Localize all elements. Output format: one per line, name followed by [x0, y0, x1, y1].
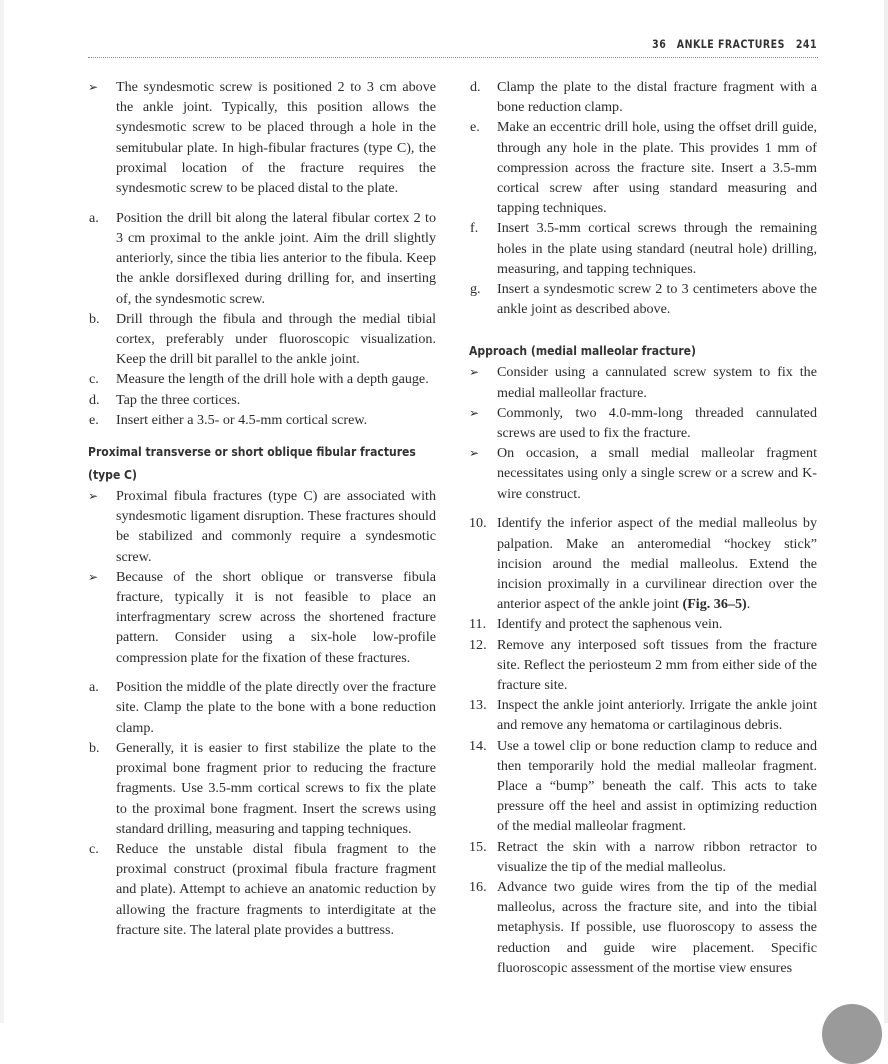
- bullet-text: On occasion, a small medial malleolar fragment necessitates using only a single screw or a screw and K-wire construct.: [497, 445, 817, 502]
- step-item: [88, 309, 436, 370]
- step-text: Insert either a 3.5- or 4.5-mm cortical screw.: [116, 411, 368, 428]
- step-item: [469, 218, 817, 279]
- arrowhead-bullet-icon: ➢: [88, 569, 99, 584]
- step-text-end: .: [746, 596, 751, 613]
- step-text: Advance two guide wires from the tip of the medial malleolus, across the fracture site, and into the tibial metaphysis. If possible, use fluoroscopy to assess the reduction and guide wire placement. Specific fluoroscopic assessment of the mortise view ensures: [497, 879, 817, 976]
- step-item: [88, 677, 436, 738]
- arrowhead-bullet-icon: ➢: [88, 80, 99, 94]
- running-head-rule: [88, 57, 818, 58]
- bullet-item: [469, 443, 817, 504]
- step-marker: g.: [470, 281, 481, 298]
- step-item: [88, 410, 436, 430]
- chapter-title: ANKLE FRACTURES: [676, 37, 785, 51]
- step-item: [469, 117, 817, 218]
- step-item: [469, 877, 817, 978]
- step-marker: 11.: [469, 616, 487, 633]
- step-marker: 15.: [469, 838, 487, 855]
- section-heading: Proximal transverse or short oblique fibular fractures: [88, 443, 416, 459]
- page-edge-left: [0, 0, 4, 1023]
- bullet-text: Because of the short oblique or transverse fibula fracture, typically it is not feasible to place an interfragmentary screw across the shortened fracture pattern. Consider using a six-hole low-profile compression plate for the fixation of these fractures.: [116, 568, 436, 666]
- chapter-number: 36: [652, 37, 667, 51]
- step-item: [88, 208, 436, 309]
- bullet-text: Proximal fibula fractures (type C) are associated with syndesmotic ligament disruption. These fractures should be stabilized and commonly require a syndesmotic screw.: [116, 487, 436, 565]
- step-item: [469, 614, 817, 634]
- bullet-item: [88, 486, 436, 567]
- step-text: Clamp the plate to the distal fracture fragment with a bone reduction clamp.: [497, 79, 817, 116]
- step-marker: 14.: [469, 737, 487, 754]
- bullet-text: The syndesmotic screw is positioned 2 to 3 cm above the ankle joint. Typically, this position allows the syndesmotic screw to be placed through a hole in the semitubular plate. In high-fibular fractures (type C), the proximal location of the fracture requires the syndesmotic screw to be placed distal to the plate.: [116, 79, 436, 197]
- step-marker: d.: [89, 391, 100, 408]
- step-marker: e.: [89, 411, 99, 428]
- step-item: [88, 390, 436, 410]
- bullet-item: [469, 403, 817, 443]
- step-text: Remove any interposed soft tissues from the fracture site. Reflect the periosteum 2 mm from either side of the fracture site.: [497, 636, 817, 693]
- step-marker: d.: [470, 79, 481, 95]
- bullet-text: Consider using a cannulated screw system to fix the medial malleollar fracture.: [497, 364, 817, 401]
- step-marker: c.: [89, 840, 99, 857]
- step-marker: 10.: [469, 515, 487, 532]
- step-text: Make an eccentric drill hole, using the offset drill guide, through any hole in the plate. This provides 1 mm of compression across the fracture site. Insert a 3.5-mm cortical screw after using standard measuring and tapping techniques.: [497, 119, 817, 217]
- step-text: Identify the inferior aspect of the medial malleolus by palpation. Make an anteromedial “hockey stick” incision around the medial malleolus. Extend the incision proximally in a curvilinear direction over the anterior aspect of the ankle joint: [497, 515, 817, 613]
- step-text: Measure the length of the drill hole with a depth gauge.: [116, 371, 429, 388]
- step-text: Insert 3.5-mm cortical screws through the remaining holes in the plate using standard (neutral hole) drilling, measuring, and tapping techniques.: [497, 220, 817, 277]
- page-number: 241: [795, 37, 817, 51]
- floating-action-button[interactable]: [822, 1004, 882, 1064]
- figure-reference: (Fig. 36–5): [682, 596, 747, 613]
- running-head: [606, 37, 817, 53]
- step-text: Position the drill bit along the lateral fibular cortex 2 to 3 cm proximal to the ankle joint. Aim the drill slightly anteriorly, since the tibia lies anterior to the fibula. Keep the ankle dorsiflexed during drilling for, and inserting of, the syndesmotic screw.: [116, 209, 436, 307]
- step-text: Retract the skin with a narrow ribbon retractor to visualize the tip of the medial malleolus.: [497, 838, 817, 875]
- step-item: [88, 738, 436, 839]
- bullet-item: [88, 567, 436, 668]
- step-marker: 13.: [469, 697, 487, 714]
- step-marker: 16.: [469, 879, 487, 896]
- step-item: [88, 369, 436, 389]
- step-text: Tap the three cortices.: [116, 391, 241, 408]
- step-text: Identify and protect the saphenous vein.: [497, 616, 723, 633]
- right-column: [469, 77, 817, 978]
- arrowhead-bullet-icon: ➢: [88, 488, 99, 503]
- arrowhead-bullet-icon: ➢: [469, 405, 480, 420]
- step-item: [469, 837, 817, 877]
- step-marker: c.: [89, 371, 99, 388]
- bullet-text: Commonly, two 4.0-mm-long threaded cannulated screws are used to fix the fracture.: [497, 404, 817, 442]
- step-text: Position the middle of the plate directly over the fracture site. Clamp the plate to the bone with a bone reduction clamp.: [116, 679, 436, 736]
- step-item: [469, 513, 817, 614]
- step-item: [469, 635, 817, 696]
- step-text: Reduce the unstable distal fibula fragment to the proximal construct (proximal fibula fracture fragment and plate). Attempt to achieve an anatomic reduction by allowing the fracture fragments to interdigitate at the fracture site. The lateral plate provides a buttress.: [116, 840, 436, 938]
- step-text: Drill through the fibula and through the medial tibial cortex, preferably under fluoroscopic visualization. Keep the drill bit parallel to the ankle joint.: [116, 310, 436, 368]
- arrowhead-bullet-icon: ➢: [469, 365, 480, 380]
- section-heading: Approach (medial malleolar fracture): [469, 343, 696, 359]
- step-item: [88, 839, 436, 940]
- step-marker: b.: [89, 310, 100, 327]
- bullet-item: [88, 77, 436, 198]
- step-marker: 12.: [469, 636, 487, 653]
- step-marker: b.: [89, 739, 100, 756]
- step-item: [469, 736, 817, 837]
- section-heading-continued: (type C): [88, 466, 137, 482]
- step-text: Inspect the ankle joint anteriorly. Irrigate the ankle joint and remove any hematoma or cartilaginous debris.: [497, 697, 817, 734]
- step-item: [469, 279, 817, 319]
- step-item: [469, 77, 817, 117]
- page-edge-right: [884, 0, 888, 1023]
- step-text: Insert a syndesmotic screw 2 to 3 centimeters above the ankle joint as described above.: [497, 281, 817, 318]
- step-marker: a.: [89, 679, 99, 696]
- step-marker: f.: [470, 220, 479, 237]
- left-column: [88, 77, 436, 940]
- bullet-item: [469, 362, 817, 402]
- step-text: Generally, it is easier to first stabilize the plate to the proximal bone fragment prior to reducing the fracture fragments. Use 3.5-mm cortical screws to fix the plate to the proximal bone fragment. Insert the screws using standard drilling, measuring and tapping techniques.: [116, 739, 436, 837]
- arrowhead-bullet-icon: ➢: [469, 446, 480, 461]
- step-item: [469, 695, 817, 735]
- step-text: Use a towel clip or bone reduction clamp to reduce and then temporarily hold the medial malleolar fragment. Place a “bump” beneath the calf. This acts to take pressure off the heel and assist in optimizing reduction of the medial malleolar fragment.: [497, 737, 817, 835]
- step-marker: a.: [89, 209, 99, 226]
- step-marker: e.: [470, 119, 480, 136]
